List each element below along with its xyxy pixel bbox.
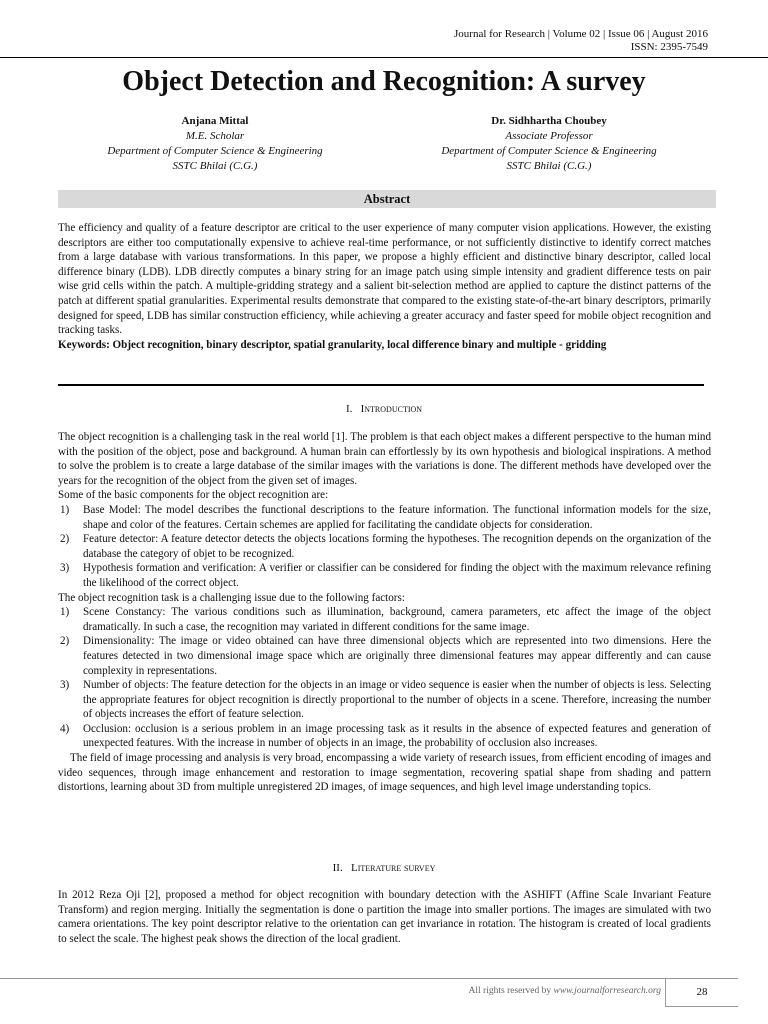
journal-header: [454, 28, 708, 54]
page-number: 28: [665, 978, 738, 1007]
abstract-text: The efficiency and quality of a feature descriptor are critical to the user experience of many computer vision applications. However, the existing descriptors are either too computationally expensive to achieve real-time performance, or not sufficiently distinctive to identify correct matches from a large database with various transformations. In this paper, we propose a highly efficient and distinctive binary descriptor, called local difference binary (LDB). LDB directly computes a binary string for an image patch using simple intensity and gradient difference tests on pair wise grid cells within the patch. A multiple-gridding strategy and a salient bit-selection method are applied to capture the distinct patterns of the patch at different spatial granularities. Experimental results demonstrate that compared to the existing state-of-the-art binary descriptors, primarily designed for speed, LDB has similar construction efficiency, while achieving a greater accuracy and faster speed for mobile object recognition and tracking tasks.: [58, 222, 711, 337]
list-text: Dimensionality: The image or video obtained can have three dimensional objects which are represented into two dimensions. Here the features detected in two dimensional image space which are originally three dimensional features may appear differently and can cause complexity in representations.: [83, 635, 711, 677]
section-number: II.: [332, 862, 343, 874]
author-dept: Department of Computer Science & Engineering: [441, 145, 657, 157]
author-inst: SSTC Bhilai (C.G.): [506, 160, 592, 172]
paragraph: Some of the basic components for the object recognition are:: [58, 489, 329, 502]
section-title: Introduction: [360, 403, 423, 415]
factors-list: [58, 605, 711, 751]
literature-body: [58, 888, 711, 946]
section-number: I.: [345, 403, 353, 415]
list-number: 1): [60, 606, 70, 619]
section-heading-literature: [0, 862, 768, 874]
paper-title: Object Detection and Recognition: A survey: [122, 66, 646, 97]
paragraph: The object recognition task is a challenging issue due to the following factors:: [58, 591, 405, 604]
rights-text: All rights reserved by: [468, 986, 552, 996]
list-item: [58, 561, 711, 590]
list-number: 3): [60, 562, 70, 575]
list-item: [58, 634, 711, 678]
abstract-rule: [58, 384, 704, 386]
author-inst: SSTC Bhilai (C.G.): [172, 160, 258, 172]
author-2: [384, 114, 714, 174]
paragraph: The object recognition is a challenging task in the real world [1]. The problem is that each object makes a different perspective to the human mind with the position of the object, pose and background. A human brain can effortlessly by its own hypothesis and biological inspirations. A method to solve the problem is to create a large database of the similar images with the variations is done. The different methods have developed over the years for the recognition of the object from the given set of images.: [58, 431, 711, 487]
author-1: [50, 114, 380, 174]
list-number: 2): [60, 533, 70, 546]
paragraph: In 2012 Reza Oji [2], proposed a method for object recognition with boundary detection with the ASHIFT (Affine Scale Invariant Feature Transform) and region merging. Initially the segmentation is done o partition the image into smaller portions. The images are simulated with two camera orientations. The key point descriptor relative to the orientation can get invariance in rotation. The histogram is created of local gradients to select the scale. The highest peak shows the direction of the local gradient.: [58, 889, 711, 945]
list-text: Feature detector: A feature detector detects the objects locations forming the hypotheses. The recognition depends on the organization of the database the category of objet to be recognized.: [83, 533, 711, 560]
list-item: [58, 678, 711, 722]
footer-rule: [0, 978, 738, 979]
section-title: Literature survey: [350, 862, 436, 874]
section-heading-introduction: [0, 403, 768, 415]
list-item: [58, 722, 711, 751]
list-item: [58, 605, 711, 634]
author-role: Associate Professor: [505, 130, 593, 142]
introduction-body: [58, 430, 711, 795]
list-text: Hypothesis formation and verification: A verifier or classifier can be considered for finding the object with the maximum relevance refining the likelihood of the correct object.: [83, 562, 711, 589]
list-number: 1): [60, 503, 70, 516]
author-name: Anjana Mittal: [181, 115, 249, 127]
list-text: Scene Constancy: The various conditions such as illumination, background, camera parameters, etc affect the image of the object dramatically. In such a case, the recognition may variated in different conditions for the same image.: [83, 606, 711, 633]
list-item: [58, 503, 711, 532]
issn: ISSN: 2395-7549: [630, 41, 708, 53]
journal-url[interactable]: www.journalforresearch.org: [553, 986, 661, 996]
list-text: Occlusion: occlusion is a serious problem in an image processing task as it results in the absence of expected features and generation of unexpected features. With the increase in number of objects in an image, the probability of occlusion also increases.: [83, 722, 711, 750]
author-role: M.E. Scholar: [185, 130, 245, 142]
list-item: [58, 532, 711, 561]
list-text: Base Model: The model describes the functional descriptions to the feature information. The functional information models for the size, shape and color of the features. Certain schemes are applied for facilitating the candidate objects for consideration.: [83, 503, 711, 531]
keywords: Keywords: Object recognition, binary descriptor, spatial granularity, local difference binary and multiple - gridding: [58, 338, 607, 351]
journal-info: Journal for Research | Volume 02 | Issue 06 | August 2016: [454, 28, 708, 40]
list-number: 3): [60, 679, 70, 692]
list-number: 2): [60, 635, 70, 648]
footer-rights: [469, 986, 661, 996]
list-text: Number of objects: The feature detection for the objects in an image or video sequence is easier when the number of objects is less. Selecting the appropriate features for object recognition is directly proportional to the number of objects in a scene. Therefore, increasing the number of objects increases the effort of feature selection.: [83, 679, 711, 721]
header-rule: [0, 57, 768, 58]
abstract-block: [58, 221, 711, 352]
paragraph: The field of image processing and analysis is very broad, encompassing a wide variety of research issues, from efficient encoding of images and video sequences, through image enhancement and restoration to image segmentation, recovering spatial shape from shading and pattern distortions, learning about 3D from multiple unregistered 2D images, of image sequences, and high level image understanding topics.: [58, 752, 711, 794]
abstract-heading: Abstract: [58, 190, 716, 208]
list-number: 4): [60, 722, 70, 735]
components-list: [58, 503, 711, 591]
author-name: Dr. Sidhhartha Choubey: [491, 115, 607, 127]
author-dept: Department of Computer Science & Engineering: [107, 145, 323, 157]
